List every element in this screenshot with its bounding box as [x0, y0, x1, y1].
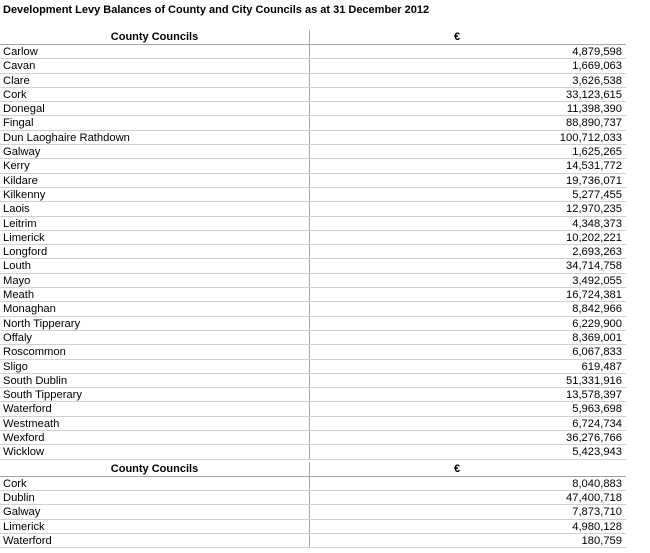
council-name: Mayo: [0, 274, 310, 287]
council-name: Fingal: [0, 116, 310, 129]
table-row: [0, 259, 626, 273]
table-row: [0, 505, 626, 519]
table-row: [0, 360, 626, 374]
levy-balance: 10,202,221: [566, 231, 622, 244]
table-row: [0, 345, 626, 359]
table-row: [0, 231, 626, 245]
council-name: Galway: [0, 145, 310, 158]
levy-balance: 12,970,235: [566, 203, 622, 216]
levy-balance: 8,040,883: [572, 477, 622, 490]
table-row: [0, 534, 626, 548]
council-name: Kerry: [0, 159, 310, 172]
council-name: North Tipperary: [0, 317, 310, 330]
council-name: Kildare: [0, 174, 310, 187]
county-rows: [0, 44, 626, 460]
levy-balance: 4,348,373: [572, 217, 622, 230]
council-name: Dublin: [0, 491, 310, 504]
levy-balance: 16,724,381: [566, 289, 622, 302]
council-name: Waterford: [0, 402, 310, 415]
table-row: [0, 402, 626, 416]
table-row: [0, 445, 626, 459]
table-row: [0, 288, 626, 302]
table-row: [0, 145, 626, 159]
levy-balance: 3,626,538: [572, 74, 622, 87]
column-header-council: County Councils: [0, 462, 310, 476]
levy-balance: 1,669,063: [572, 60, 622, 73]
levy-balance: 1,625,265: [572, 146, 622, 159]
table-row: [0, 174, 626, 188]
levy-balance: 5,277,455: [572, 188, 622, 201]
table-row: [0, 188, 626, 202]
table-row: [0, 317, 626, 331]
section-header: [0, 30, 626, 44]
levy-balance: 36,276,766: [566, 432, 622, 445]
council-name: Cavan: [0, 59, 310, 72]
table-row: [0, 520, 626, 534]
table-row: [0, 374, 626, 388]
council-name: Limerick: [0, 520, 310, 533]
council-name: South Dublin: [0, 374, 310, 387]
council-name: Sligo: [0, 360, 310, 373]
council-name: Wexford: [0, 431, 310, 444]
table-row: [0, 274, 626, 288]
council-name: Waterford: [0, 534, 310, 547]
table-row: [0, 331, 626, 345]
table-row: [0, 302, 626, 316]
city-rows: [0, 476, 626, 548]
levy-balance: 7,873,710: [572, 506, 622, 519]
council-name: Carlow: [0, 45, 310, 58]
council-name: Galway: [0, 505, 310, 518]
table-row: [0, 417, 626, 431]
levy-balance: 4,980,128: [572, 520, 622, 533]
levy-balance: 5,963,698: [572, 403, 622, 416]
table-row: [0, 202, 626, 216]
column-header-euro: €: [454, 31, 461, 43]
levy-balance: 13,578,397: [566, 389, 622, 402]
county-councils-section: [0, 30, 626, 460]
council-name: Dun Laoghaire Rathdown: [0, 131, 310, 144]
council-name: South Tipperary: [0, 388, 310, 401]
table-row: [0, 217, 626, 231]
levy-balance: 4,879,598: [572, 46, 622, 58]
council-name: Limerick: [0, 231, 310, 244]
table-row: [0, 88, 626, 102]
council-name: Louth: [0, 259, 310, 272]
levy-balances-table: [0, 30, 626, 548]
column-header-euro: €: [454, 462, 461, 475]
table-row: [0, 102, 626, 116]
council-name: Offaly: [0, 331, 310, 344]
levy-balance: 619,487: [581, 360, 622, 373]
city-councils-section: [0, 462, 626, 548]
table-row: [0, 131, 626, 145]
levy-balance: 51,331,916: [566, 374, 622, 387]
page-title: Development Levy Balances of County and City Councils as at 31 December 2012: [3, 4, 430, 16]
levy-balance: 11,398,390: [566, 103, 622, 116]
table-row: [0, 388, 626, 402]
column-header-council: County Councils: [0, 30, 310, 44]
council-name: Meath: [0, 288, 310, 301]
council-name: Donegal: [0, 102, 310, 115]
levy-balance: 14,531,772: [566, 160, 622, 173]
table-row: [0, 74, 626, 88]
levy-balance: 6,229,900: [572, 317, 622, 330]
levy-balance: 5,423,943: [572, 446, 622, 459]
council-name: Clare: [0, 74, 310, 87]
council-name: Kilkenny: [0, 188, 310, 201]
council-name: Cork: [0, 477, 310, 490]
levy-balance: 34,714,758: [566, 260, 622, 273]
table-row: [0, 491, 626, 505]
council-name: Leitrim: [0, 217, 310, 230]
levy-balance: 100,712,033: [559, 131, 622, 144]
table-row: [0, 159, 626, 173]
council-name: Longford: [0, 245, 310, 258]
table-row: [0, 59, 626, 73]
levy-balance: 88,890,737: [566, 117, 622, 130]
levy-balance: 33,123,615: [566, 88, 622, 101]
table-row: [0, 116, 626, 130]
section-header: [0, 462, 626, 476]
council-name: Westmeath: [0, 417, 310, 430]
council-name: Roscommon: [0, 345, 310, 358]
council-name: Monaghan: [0, 302, 310, 315]
levy-balance: 8,369,001: [572, 331, 622, 344]
council-name: Wicklow: [0, 445, 310, 458]
table-row: [0, 45, 626, 59]
table-row: [0, 245, 626, 259]
levy-balance: 19,736,071: [566, 174, 622, 187]
table-row: [0, 477, 626, 491]
levy-balance: 6,724,734: [572, 417, 622, 430]
table-row: [0, 431, 626, 445]
levy-balance: 47,400,718: [566, 491, 622, 504]
levy-balance: 2,693,263: [572, 246, 622, 259]
levy-balance: 3,492,055: [572, 274, 622, 287]
levy-balance: 180,759: [581, 534, 622, 547]
levy-balance: 6,067,833: [572, 346, 622, 359]
council-name: Cork: [0, 88, 310, 101]
council-name: Laois: [0, 202, 310, 215]
levy-balance: 8,842,966: [572, 303, 622, 316]
